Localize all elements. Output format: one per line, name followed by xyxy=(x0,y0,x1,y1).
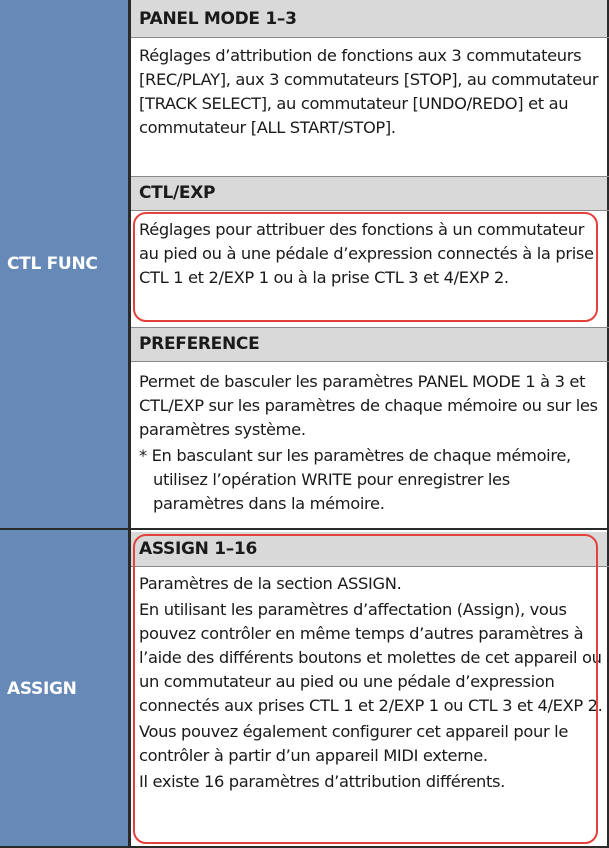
row-divider xyxy=(131,361,609,362)
heading-panel-mode: PANEL MODE 1–3 xyxy=(131,0,607,37)
heading-ctl-exp: CTL/EXP xyxy=(131,176,607,210)
column-divider xyxy=(128,0,131,848)
heading-assign: ASSIGN 1–16 xyxy=(131,532,607,566)
category-label: CTL FUNC xyxy=(7,254,98,274)
row-divider xyxy=(131,37,609,38)
preference-note: * En basculant sur les paramètres de chaque mémoire, utilisez l’opération WRITE pour enregistrer les paramètres dans la mémoire. xyxy=(139,446,571,513)
assign-description: Paramètres de la section ASSIGN. En utilisant les paramètres d’affectation (Assign), vous pouvez contrôler en même temps d’autres paramètres à l’aide des différents boutons et molettes de cet appareil ou un commutateur au pied ou une pédale d’expression connectés aux prises CTL 1 et 2/EXP 1 ou CTL 3 et 4/EXP 2. Vous pouvez également configurer cet appareil pour le contrôler à partir d’un appareil MIDI externe. Il existe 16 paramètres d’attribution différents. xyxy=(139,574,603,791)
heading-preference: PREFERENCE xyxy=(131,327,607,361)
row-divider xyxy=(131,327,609,328)
category-ctl-func xyxy=(0,0,128,528)
panel-mode-description: Réglages d’attribution de fonctions aux 3 commutateurs [REC/PLAY], aux 3 commutateurs [STOP], au commutateur [TRACK SELECT], au commutateur [UNDO/REDO] et au commutateur [ALL START/STOP]. xyxy=(139,46,599,137)
row-divider xyxy=(131,176,609,177)
row-divider xyxy=(131,210,609,211)
category-label: ASSIGN xyxy=(7,679,77,699)
section-divider xyxy=(0,528,609,530)
row-divider xyxy=(131,566,609,567)
ctl-exp-description: Réglages pour attribuer des fonctions à un commutateur au pied ou à une pédale d’expression connectés à la prise CTL 1 et 2/EXP 1 ou à la prise CTL 3 et 4/EXP 2. xyxy=(139,220,594,287)
category-assign xyxy=(0,530,128,848)
preference-description: Permet de basculer les paramètres PANEL MODE 1 à 3 et CTL/EXP sur les paramètres de chaque mémoire ou sur les paramètres système. * En basculant sur les paramètres de chaque mémoire, utilisez l’opération WRITE pour enregistrer les paramètres dans la mémoire. xyxy=(139,370,604,516)
